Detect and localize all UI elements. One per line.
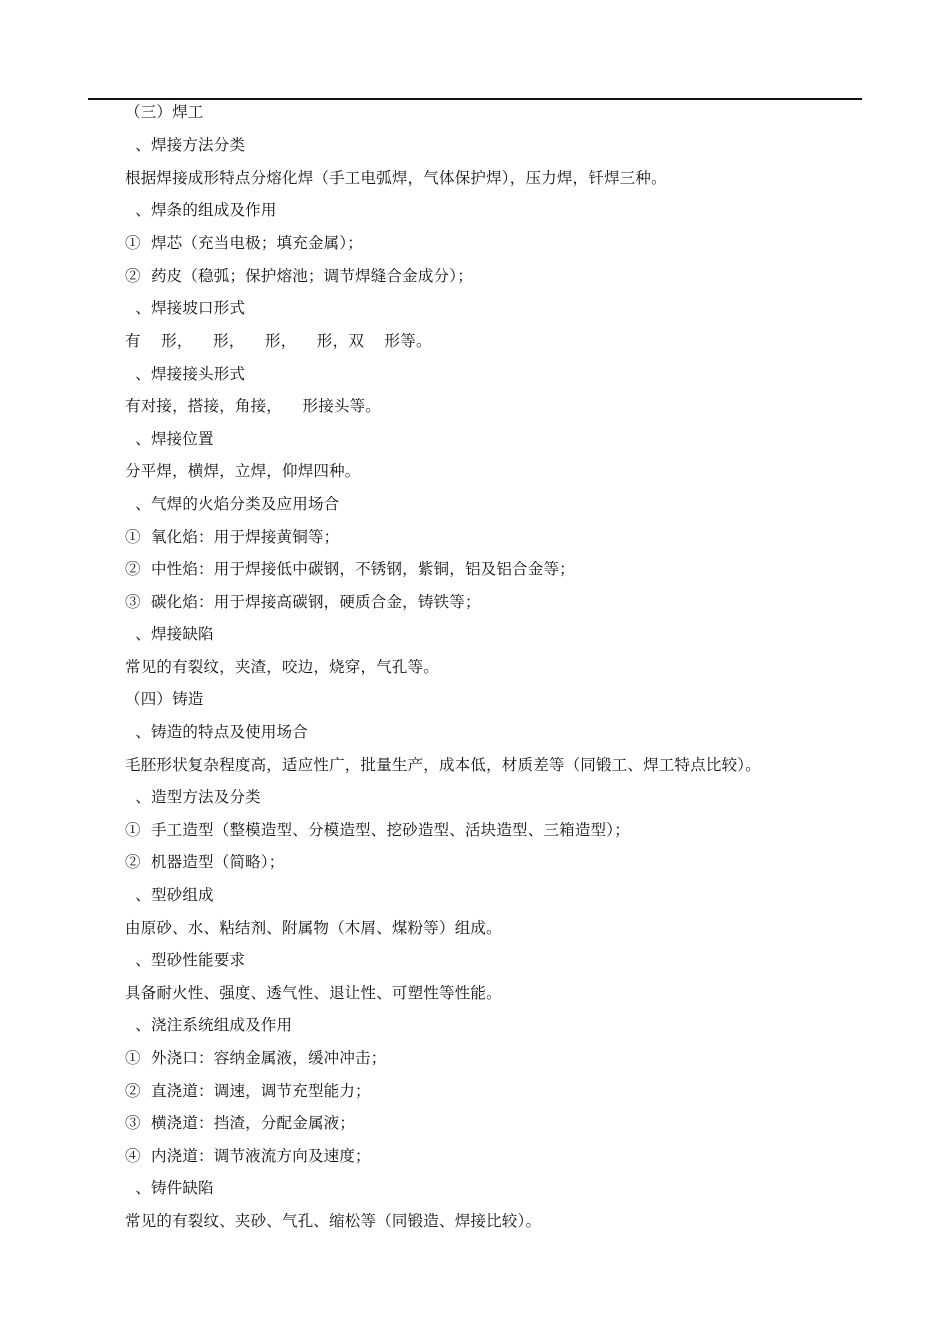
- section-heading: （四）铸造: [125, 690, 204, 708]
- section-heading: （三）焊工: [125, 103, 204, 121]
- paragraph: 常见的有裂纹，夹渣，咬边，烧穿，气孔等。: [125, 658, 440, 676]
- list-item: ② 中性焰：用于焊接低中碳钢，不锈钢，紫铜，铝及铝合金等；: [125, 560, 575, 578]
- subheading: 、型砂性能要求: [125, 951, 246, 969]
- paragraph: 有对接，搭接，角接， 形接头等。: [125, 397, 382, 415]
- list-item: ① 外浇口：容纳金属液，缓冲冲击；: [125, 1049, 387, 1067]
- list-item: ① 焊芯（充当电极；填充金属）；: [125, 234, 364, 252]
- subheading: 、焊接位置: [125, 430, 214, 448]
- list-item: ② 直浇道：调速，调节充型能力；: [125, 1082, 371, 1100]
- list-item: ③ 碳化焰：用于焊接高碳钢，硬质合金，铸铁等；: [125, 593, 481, 611]
- list-item: ② 机器造型（简略）；: [125, 853, 285, 871]
- subheading: 、铸件缺陷: [125, 1179, 214, 1197]
- list-item: ① 氧化焰：用于焊接黄铜等；: [125, 528, 340, 546]
- subheading: 、焊条的组成及作用: [125, 201, 277, 219]
- subheading: 、铸造的特点及使用场合: [125, 723, 308, 741]
- header-rule: [88, 98, 862, 100]
- subheading: 、气焊的火焰分类及应用场合: [125, 495, 340, 513]
- subheading: 、焊接坡口形式: [125, 299, 246, 317]
- subheading: 、焊接方法分类: [125, 136, 246, 154]
- list-item: ① 手工造型（整模造型、分模造型、挖砂造型、活块造型、三箱造型）；: [125, 821, 630, 839]
- list-item: ③ 横浇道：挡渣，分配金属液；: [125, 1114, 356, 1132]
- subheading: 、浇注系统组成及作用: [125, 1016, 293, 1034]
- paragraph: 常见的有裂纹、夹砂、气孔、缩松等（同锻造、焊接比较）。: [125, 1212, 542, 1230]
- list-item: ② 药皮（稳弧；保护熔池；调节焊缝合金成分）；: [125, 267, 473, 285]
- subheading: 、型砂组成: [125, 886, 214, 904]
- paragraph: 根据焊接成形特点分熔化焊（手工电弧焊，气体保护焊），压力焊，钎焊三种。: [125, 169, 667, 187]
- paragraph: 有 形， 形， 形， 形，双 形等。: [125, 332, 432, 350]
- paragraph: 分平焊，横焊，立焊，仰焊四种。: [125, 462, 361, 480]
- subheading: 、造型方法及分类: [125, 788, 261, 806]
- list-item: ④ 内浇道：调节液流方向及速度；: [125, 1147, 371, 1165]
- paragraph: 具备耐火性、强度、透气性、退让性、可塑性等性能。: [125, 984, 502, 1002]
- subheading: 、焊接缺陷: [125, 625, 214, 643]
- paragraph: 毛胚形状复杂程度高，适应性广，批量生产，成本低，材质差等（同锻工、焊工特点比较）。: [125, 756, 761, 774]
- paragraph: 由原砂、水、粘结剂、附属物（木屑、煤粉等）组成。: [125, 919, 502, 937]
- subheading: 、焊接接头形式: [125, 365, 246, 383]
